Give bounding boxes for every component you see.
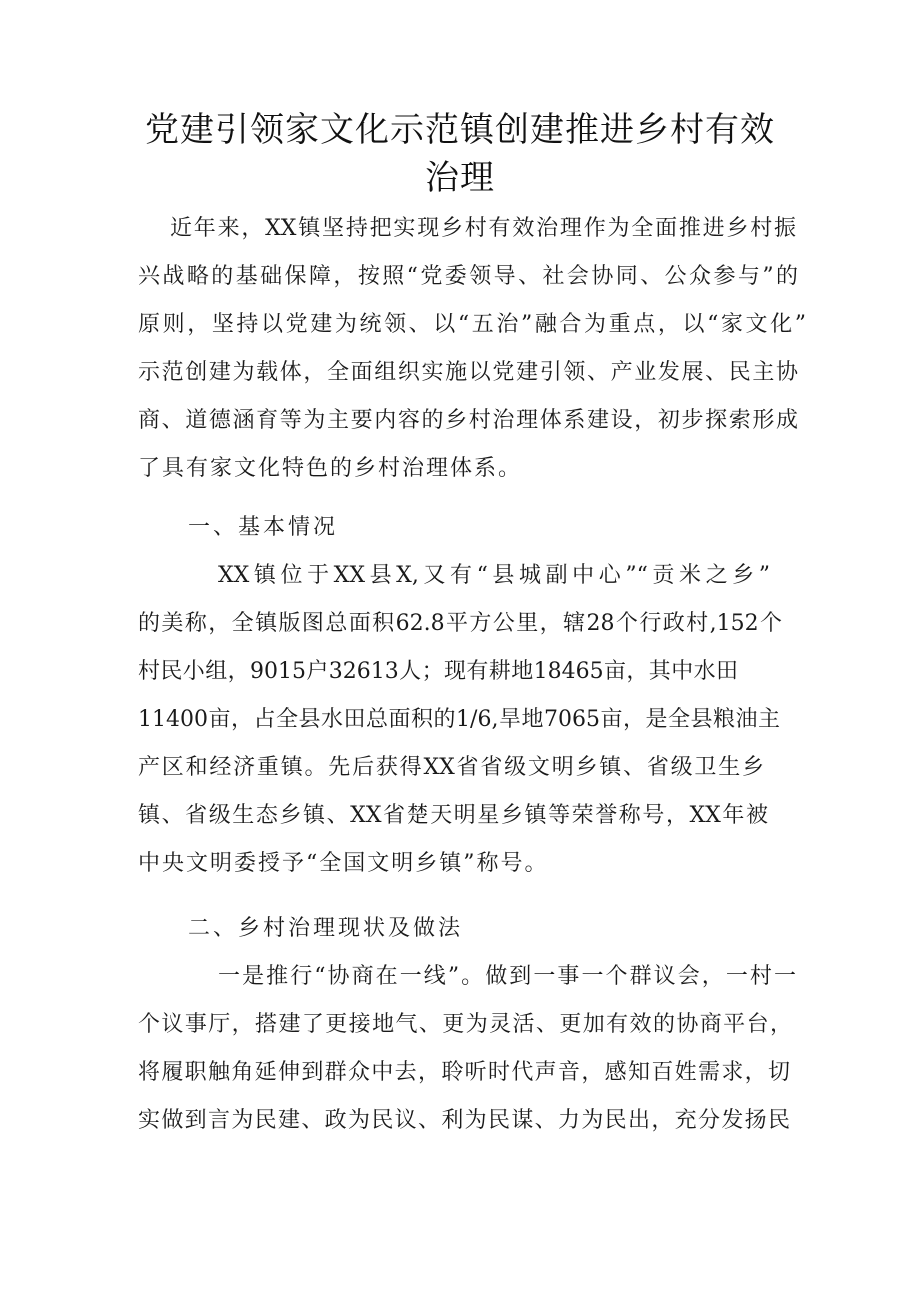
- document-title-line-2: 治理: [425, 158, 495, 198]
- intro-line: 原则，坚持以党建为统领、以“五治”融合为重点，以“家文化”: [138, 312, 806, 337]
- section1-line: 产区和经济重镇。先后获得XX省省级文明乡镇、省级卫生乡: [138, 755, 764, 780]
- section1-line: 镇、省级生态乡镇、XX省楚天明星乡镇等荣誉称号，XX年被: [138, 803, 768, 828]
- intro-line: 兴战略的基础保障，按照“党委领导、社会协同、公众参与”的: [138, 264, 798, 289]
- section1-line: 村民小组，9015户32613人；现有耕地18465亩，其中水田: [138, 659, 738, 684]
- section1-line: 中央文明委授予“全国文明乡镇”称号。: [138, 851, 549, 876]
- intro-line: 近年来，XX镇坚持把实现乡村有效治理作为全面推进乡村振: [170, 216, 796, 241]
- section-heading-governance: 二、乡村治理现状及做法: [188, 916, 464, 941]
- section2-line: 实做到言为民建、政为民议、利为民谋、力为民出，充分发扬民: [138, 1108, 790, 1133]
- document-title-line-1: 党建引领家文化示范镇创建推进乡村有效: [145, 110, 775, 150]
- section1-line: 的美称，全镇版图总面积62.8平方公里，辖28个行政村,152个: [138, 611, 782, 636]
- intro-line: 了具有家文化特色的乡村治理体系。: [138, 456, 523, 481]
- section1-line: XX镇位于XX县X,又有“县城副中心”“贡米之乡”: [218, 563, 770, 588]
- section2-line: 将履职触角延伸到群众中去，聆听时代声音，感知百姓需求，切: [138, 1060, 790, 1085]
- section2-line: 个议事厅，搭建了更接地气、更为灵活、更加有效的协商平台，: [138, 1012, 792, 1037]
- section-heading-basic-info: 一、基本情况: [188, 515, 339, 540]
- intro-line: 商、道德涵育等为主要内容的乡村治理体系建设，初步探索形成: [138, 408, 798, 433]
- section1-line: 11400亩，占全县水田总面积的1/6,旱地7065亩，是全县粮油主: [138, 707, 780, 732]
- section2-line: 一是推行“协商在一线”。做到一事一个群议会，一村一: [218, 964, 796, 989]
- intro-line: 示范创建为载体，全面组织实施以党建引领、产业发展、民主协: [138, 360, 798, 385]
